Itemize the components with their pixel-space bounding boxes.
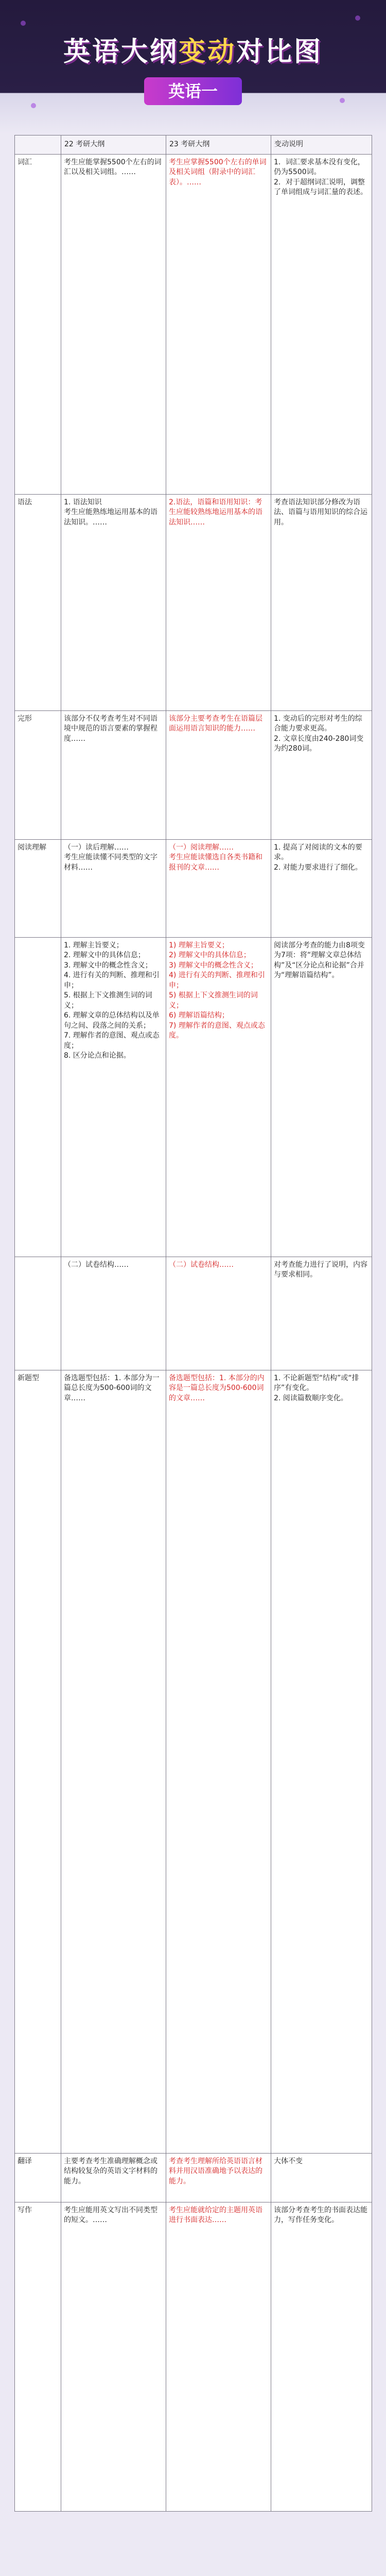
table-row bbox=[15, 1370, 372, 2153]
header-cell bbox=[15, 135, 61, 155]
title-highlight: 变动 bbox=[178, 37, 236, 67]
row-content-cell: 对考查能力进行了说明，内容与要求相同。 bbox=[271, 1257, 372, 1370]
row-content-cell: 2.语法，语篇和语用知识：考生应能较熟练地运用基本的语法知识…… bbox=[166, 494, 271, 710]
row-content-cell: 主要考查考生准确理解概念或结构较复杂的英语文字材料的能力。 bbox=[61, 2153, 166, 2202]
row-content-cell: 1. 不论新题型“结构”或“排序”有变化。 2. 阅读篇数顺序变化。 bbox=[271, 1370, 372, 2153]
row-category-cell bbox=[15, 937, 61, 1257]
comparison-table bbox=[14, 135, 372, 2512]
decor-dot bbox=[21, 21, 26, 26]
table-row bbox=[15, 2153, 372, 2202]
row-content-cell: 考查考生理解所给英语语言材料并用汉语准确地予以表达的能力。 bbox=[166, 2153, 271, 2202]
page-title bbox=[0, 30, 386, 69]
decor-dot bbox=[355, 15, 360, 21]
row-content-cell: （一）读后理解…… 考生应能读懂不同类型的文字材料…… bbox=[61, 839, 166, 937]
row-content-cell: 1. 语法知识 考生应能熟练地运用基本的语法知识。…… bbox=[61, 494, 166, 710]
row-content-cell: 1. 理解主旨要义； 2. 理解文中的具体信息； 3. 理解文中的概念性含义； 4. 进行有关的判断、推理和引申； 5. 根据上下文推测生词的词义； 6. 理解文章的总体结构以及单句之间、段落之间的关系； 7. 理解作者的意图、观点或态度； 8. 区分论点和论据。 bbox=[61, 937, 166, 1257]
title-part: 英语大纲 bbox=[63, 37, 179, 67]
row-content-cell: 备选题型包括：1. 本部分的内容是一篇总长度为500-600词的文章…… bbox=[166, 1370, 271, 2153]
row-category-cell: 词汇 bbox=[15, 154, 61, 494]
row-category-cell: 语法 bbox=[15, 494, 61, 710]
table-row bbox=[15, 494, 372, 710]
table-row bbox=[15, 154, 372, 494]
row-content-cell: 1. 变动后的完形对考生的综合能力要求更高。 2. 文章长度由240-280词变为约280词。 bbox=[271, 710, 372, 839]
row-category-cell: 翻译 bbox=[15, 2153, 61, 2202]
row-category-cell: 阅读理解 bbox=[15, 839, 61, 937]
table-row bbox=[15, 839, 372, 937]
table-row bbox=[15, 1257, 372, 1370]
row-content-cell: （二）试卷结构…… bbox=[166, 1257, 271, 1370]
row-content-cell: 该部分考查考生的书面表达能力，写作任务变化。 bbox=[271, 2202, 372, 2511]
table-row bbox=[15, 937, 372, 1257]
title-part: 对比图 bbox=[236, 37, 323, 67]
row-category-cell bbox=[15, 1257, 61, 1370]
table-row bbox=[15, 2202, 372, 2511]
row-content-cell: （二）试卷结构…… bbox=[61, 1257, 166, 1370]
decor-dot bbox=[31, 103, 36, 108]
row-content-cell: 考生应能掌握5500个左右的词汇以及相关词组。…… bbox=[61, 154, 166, 494]
table-row bbox=[15, 710, 372, 839]
table-header-row bbox=[15, 135, 372, 155]
row-content-cell: 1. 提高了对阅读的文本的要求。 2. 对能力要求进行了细化。 bbox=[271, 839, 372, 937]
row-content-cell: 考生应掌握5500个左右的单词及相关词组（附录中的词汇表）。…… bbox=[166, 154, 271, 494]
row-category-cell: 写作 bbox=[15, 2202, 61, 2511]
header-cell: 变动说明 bbox=[271, 135, 372, 155]
row-content-cell: 该部分不仅考查考生对不同语境中规范的语言要素的掌握程度…… bbox=[61, 710, 166, 839]
row-category-cell: 新题型 bbox=[15, 1370, 61, 2153]
row-content-cell: 阅读部分考查的能力由8项变为7项：将“理解文章总体结构”及“区分论点和论据”合并为“理解语篇结构”。 bbox=[271, 937, 372, 1257]
row-content-cell: 备选题型包括：1. 本部分为一篇总长度为500-600词的文章…… bbox=[61, 1370, 166, 2153]
row-category-cell: 完形 bbox=[15, 710, 61, 839]
header-cell: 22 考研大纲 bbox=[61, 135, 166, 155]
decor-dot bbox=[340, 98, 345, 103]
header-banner bbox=[0, 0, 386, 129]
row-content-cell: 考生应能用英文写出不同类型的短文。…… bbox=[61, 2202, 166, 2511]
row-content-cell: 该部分主要考查考生在语篇层面运用语言知识的能力…… bbox=[166, 710, 271, 839]
row-content-cell: （一）阅读理解…… 考生应能读懂选自各类书籍和报刊的文章…… bbox=[166, 839, 271, 937]
row-content-cell: 大体不变 bbox=[271, 2153, 372, 2202]
table-body bbox=[15, 154, 372, 2511]
row-content-cell: 1．词汇要求基本没有变化，仍为5500词。 2．对于超纲词汇说明，调整了单词组成与词汇量的表述。 bbox=[271, 154, 372, 494]
row-content-cell: 1) 理解主旨要义； 2) 理解文中的具体信息； 3) 理解文中的概念性含义； 4) 进行有关的判断、推理和引申； 5) 根据上下文推测生词的词义； 6) 理解语篇结构； 7) 理解作者的意图、观点或态度。 bbox=[166, 937, 271, 1257]
header-cell: 23 考研大纲 bbox=[166, 135, 271, 155]
row-content-cell: 考查语法知识部分修改为语法、语篇与语用知识的综合运用。 bbox=[271, 494, 372, 710]
subtitle-badge: 英语一 bbox=[144, 77, 242, 105]
row-content-cell: 考生应能就给定的主题用英语进行书面表达…… bbox=[166, 2202, 271, 2511]
